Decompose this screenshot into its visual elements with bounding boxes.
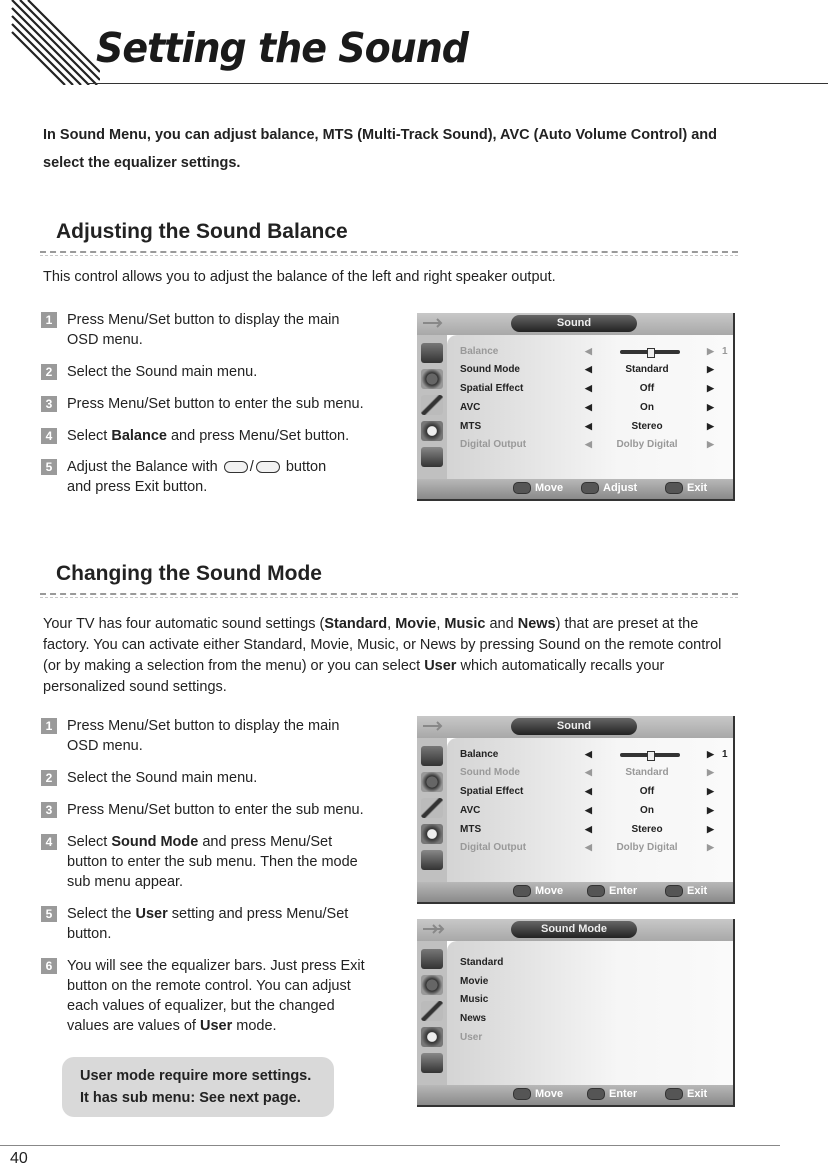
left-arrow-icon: ◀	[585, 364, 592, 374]
mode-option-news[interactable]: News	[460, 1013, 487, 1024]
step-text: Adjust the Balance with / button and press Exit button.	[67, 459, 327, 495]
section-title-sound-mode: Changing the Sound Mode	[56, 562, 322, 585]
osd-top-bar	[417, 919, 733, 941]
step-number: 5	[41, 906, 57, 922]
osd-title: Sound	[511, 315, 637, 332]
osd-sound-menu-mode	[417, 716, 735, 904]
step-number: 4	[41, 428, 57, 444]
step-text: Select the User setting and press Menu/Set button.	[67, 906, 349, 942]
speaker-icon	[421, 369, 443, 389]
step-text: Select Balance and press Menu/Set button.	[67, 428, 350, 444]
right-arrow-icon: ▶	[707, 364, 714, 374]
step-number: 5	[41, 459, 57, 475]
step-number: 2	[41, 770, 57, 786]
intro-text: In Sound Menu, you can adjust balance, MTS (Multi-Track Sound), AVC (Auto Volume Control) and select the equalizer settings.	[43, 127, 717, 171]
step-item	[41, 362, 371, 382]
osd-row-spatial-effect[interactable]: Spatial Effect ◀ Off ▶	[460, 383, 714, 394]
right-arrow-icon: ▶	[707, 749, 714, 759]
step-number: 1	[41, 312, 57, 328]
step-number: 2	[41, 364, 57, 380]
enter-button-icon	[587, 1088, 605, 1100]
clock-icon	[421, 1027, 443, 1047]
step-item	[41, 457, 371, 497]
mode-option-movie[interactable]: Movie	[460, 976, 489, 987]
picture-icon	[421, 746, 443, 766]
osd-arrow-icon	[423, 719, 449, 733]
step-item	[41, 832, 371, 892]
step-item	[41, 768, 371, 788]
page-title: Setting the Sound	[96, 24, 468, 72]
step-item	[41, 716, 371, 756]
osd-title: Sound Mode	[511, 921, 637, 938]
step-number: 4	[41, 834, 57, 850]
osd-sidebar	[417, 335, 447, 479]
left-arrow-icon: ◀	[585, 805, 592, 815]
footer-rule	[0, 1145, 780, 1146]
osd-row-mts[interactable]: MTS ◀ Stereo ▶	[460, 824, 714, 835]
footer-exit: Exit	[665, 482, 707, 494]
osd-sidebar	[417, 738, 447, 882]
osd-footer	[417, 1085, 733, 1105]
setup-tools-icon	[421, 1001, 443, 1021]
osd-title: Sound	[511, 718, 637, 735]
right-arrow-icon: ▶	[707, 824, 714, 834]
footer-move: Move	[513, 885, 563, 897]
setup-tools-icon	[421, 798, 443, 818]
footer-exit: Exit	[665, 885, 707, 897]
balance-slider[interactable]	[620, 350, 680, 354]
section-title-balance: Adjusting the Sound Balance	[56, 220, 348, 243]
osd-sound-menu-balance	[417, 313, 735, 501]
right-arrow-icon: ▶	[707, 402, 714, 412]
left-arrow-icon: ◀	[585, 786, 592, 796]
right-arrow-icon: ▶	[707, 383, 714, 393]
step-number: 3	[41, 802, 57, 818]
right-button-icon	[256, 461, 280, 473]
footer-move: Move	[513, 482, 563, 494]
right-arrow-icon: ▶	[707, 805, 714, 815]
updown-button-icon	[513, 1088, 531, 1100]
step-number: 6	[41, 958, 57, 974]
left-arrow-icon: ◀	[585, 346, 592, 356]
setup-tools-icon	[421, 395, 443, 415]
speaker-icon	[421, 772, 443, 792]
step-text: Press Menu/Set button to display the main OSD menu.	[67, 312, 340, 348]
mode-option-music[interactable]: Music	[460, 994, 489, 1005]
section-divider	[40, 251, 738, 253]
step-number: 1	[41, 718, 57, 734]
left-arrow-icon: ◀	[585, 767, 592, 777]
osd-row-mts[interactable]: MTS ◀ Stereo ▶	[460, 421, 714, 432]
left-arrow-icon: ◀	[585, 749, 592, 759]
clock-icon	[421, 824, 443, 844]
step-number: 3	[41, 396, 57, 412]
step-text: Press Menu/Set button to enter the sub menu.	[67, 396, 364, 412]
note-box	[62, 1057, 334, 1117]
osd-sidebar	[417, 941, 447, 1085]
speaker-icon	[421, 975, 443, 995]
exit-button-icon	[665, 482, 683, 494]
footer-move: Move	[513, 1088, 563, 1100]
section-description: Your TV has four automatic sound settings (Standard, Movie, Music and News) that are preset at the factory. You can activate either Standard, Movie, Music, or News by pressing Sound on the remote control (or by making a selection from the menu) or you can select User which automatically recalls your personalized sound settings.	[43, 616, 722, 695]
clock-icon	[421, 421, 443, 441]
step-text: Select the Sound main menu.	[67, 364, 258, 380]
picture-icon	[421, 343, 443, 363]
step-item	[41, 956, 371, 1036]
osd-content	[447, 738, 733, 882]
osd-row-avc[interactable]: AVC ◀ On ▶	[460, 805, 714, 816]
footer-enter: Enter	[587, 1088, 637, 1100]
osd-row-spatial-effect[interactable]: Spatial Effect ◀ Off ▶	[460, 786, 714, 797]
mode-option-standard[interactable]: Standard	[460, 957, 504, 968]
step-item	[41, 394, 371, 414]
osd-row-balance[interactable]: Balance ◀ ▶ 1	[460, 346, 728, 357]
osd-double-arrow-icon	[423, 922, 449, 936]
left-arrow-icon: ◀	[585, 824, 592, 834]
step-text: You will see the equalizer bars. Just press Exit button on the remote control. You can adjust each values of equalizer, but the changed values are values of User mode.	[67, 958, 365, 1034]
osd-row-sound-mode[interactable]: Sound Mode ◀ Standard ▶	[460, 364, 714, 375]
note-line-2: It has sub menu: See next page.	[80, 1090, 301, 1106]
footer-exit: Exit	[665, 1088, 707, 1100]
osd-row-digital-output[interactable]: Digital Output ◀ Dolby Digital ▶	[460, 439, 714, 450]
osd-sound-mode-submenu	[417, 919, 735, 1107]
input-icon	[421, 850, 443, 870]
right-arrow-icon: ▶	[707, 767, 714, 777]
leftright-button-icon	[581, 482, 599, 494]
input-icon	[421, 1053, 443, 1073]
note-line-1: User mode require more settings.	[80, 1068, 312, 1084]
exit-button-icon	[665, 1088, 683, 1100]
osd-footer	[417, 479, 733, 499]
osd-top-bar	[417, 716, 733, 738]
osd-footer	[417, 882, 733, 902]
updown-button-icon	[513, 482, 531, 494]
exit-button-icon	[665, 885, 683, 897]
step-text: Select Sound Mode and press Menu/Set button to enter the sub menu. Then the mode sub menu appear.	[67, 834, 358, 890]
section-description: This control allows you to adjust the balance of the left and right speaker output.	[43, 269, 556, 285]
osd-content	[447, 941, 733, 1085]
left-arrow-icon: ◀	[585, 842, 592, 852]
picture-icon	[421, 949, 443, 969]
page-number: 40	[10, 1150, 28, 1167]
input-icon	[421, 447, 443, 467]
osd-top-bar	[417, 313, 733, 335]
footer-adjust: Adjust	[581, 482, 637, 494]
osd-arrow-icon	[423, 316, 449, 330]
section-divider	[40, 593, 738, 595]
left-arrow-icon: ◀	[585, 421, 592, 431]
right-arrow-icon: ▶	[707, 842, 714, 852]
osd-row-digital-output[interactable]: Digital Output ◀ Dolby Digital ▶	[460, 842, 714, 853]
right-arrow-icon: ▶	[707, 421, 714, 431]
osd-row-avc[interactable]: AVC ◀ On ▶	[460, 402, 714, 413]
step-item	[41, 310, 371, 350]
step-text: Press Menu/Set button to display the main OSD menu.	[67, 718, 340, 754]
footer-enter: Enter	[587, 885, 637, 897]
enter-button-icon	[587, 885, 605, 897]
osd-row-sound-mode[interactable]: Sound Mode ◀ Standard ▶	[460, 767, 714, 778]
left-arrow-icon: ◀	[585, 402, 592, 412]
step-text: Select the Sound main menu.	[67, 770, 258, 786]
header-rule	[86, 83, 828, 84]
step-item	[41, 800, 371, 820]
balance-slider[interactable]	[620, 753, 680, 757]
right-arrow-icon: ▶	[707, 786, 714, 796]
right-arrow-icon: ▶	[707, 346, 714, 356]
left-arrow-icon: ◀	[585, 439, 592, 449]
left-arrow-icon: ◀	[585, 383, 592, 393]
step-item	[41, 904, 371, 944]
mode-option-user[interactable]: User	[460, 1032, 483, 1043]
header-stripes-decoration	[0, 0, 100, 85]
left-button-icon	[224, 461, 248, 473]
step-text: Press Menu/Set button to enter the sub menu.	[67, 802, 364, 818]
osd-row-balance[interactable]: Balance ◀ ▶ 1	[460, 749, 728, 760]
step-item	[41, 426, 371, 446]
right-arrow-icon: ▶	[707, 439, 714, 449]
updown-button-icon	[513, 885, 531, 897]
osd-content	[447, 335, 733, 479]
